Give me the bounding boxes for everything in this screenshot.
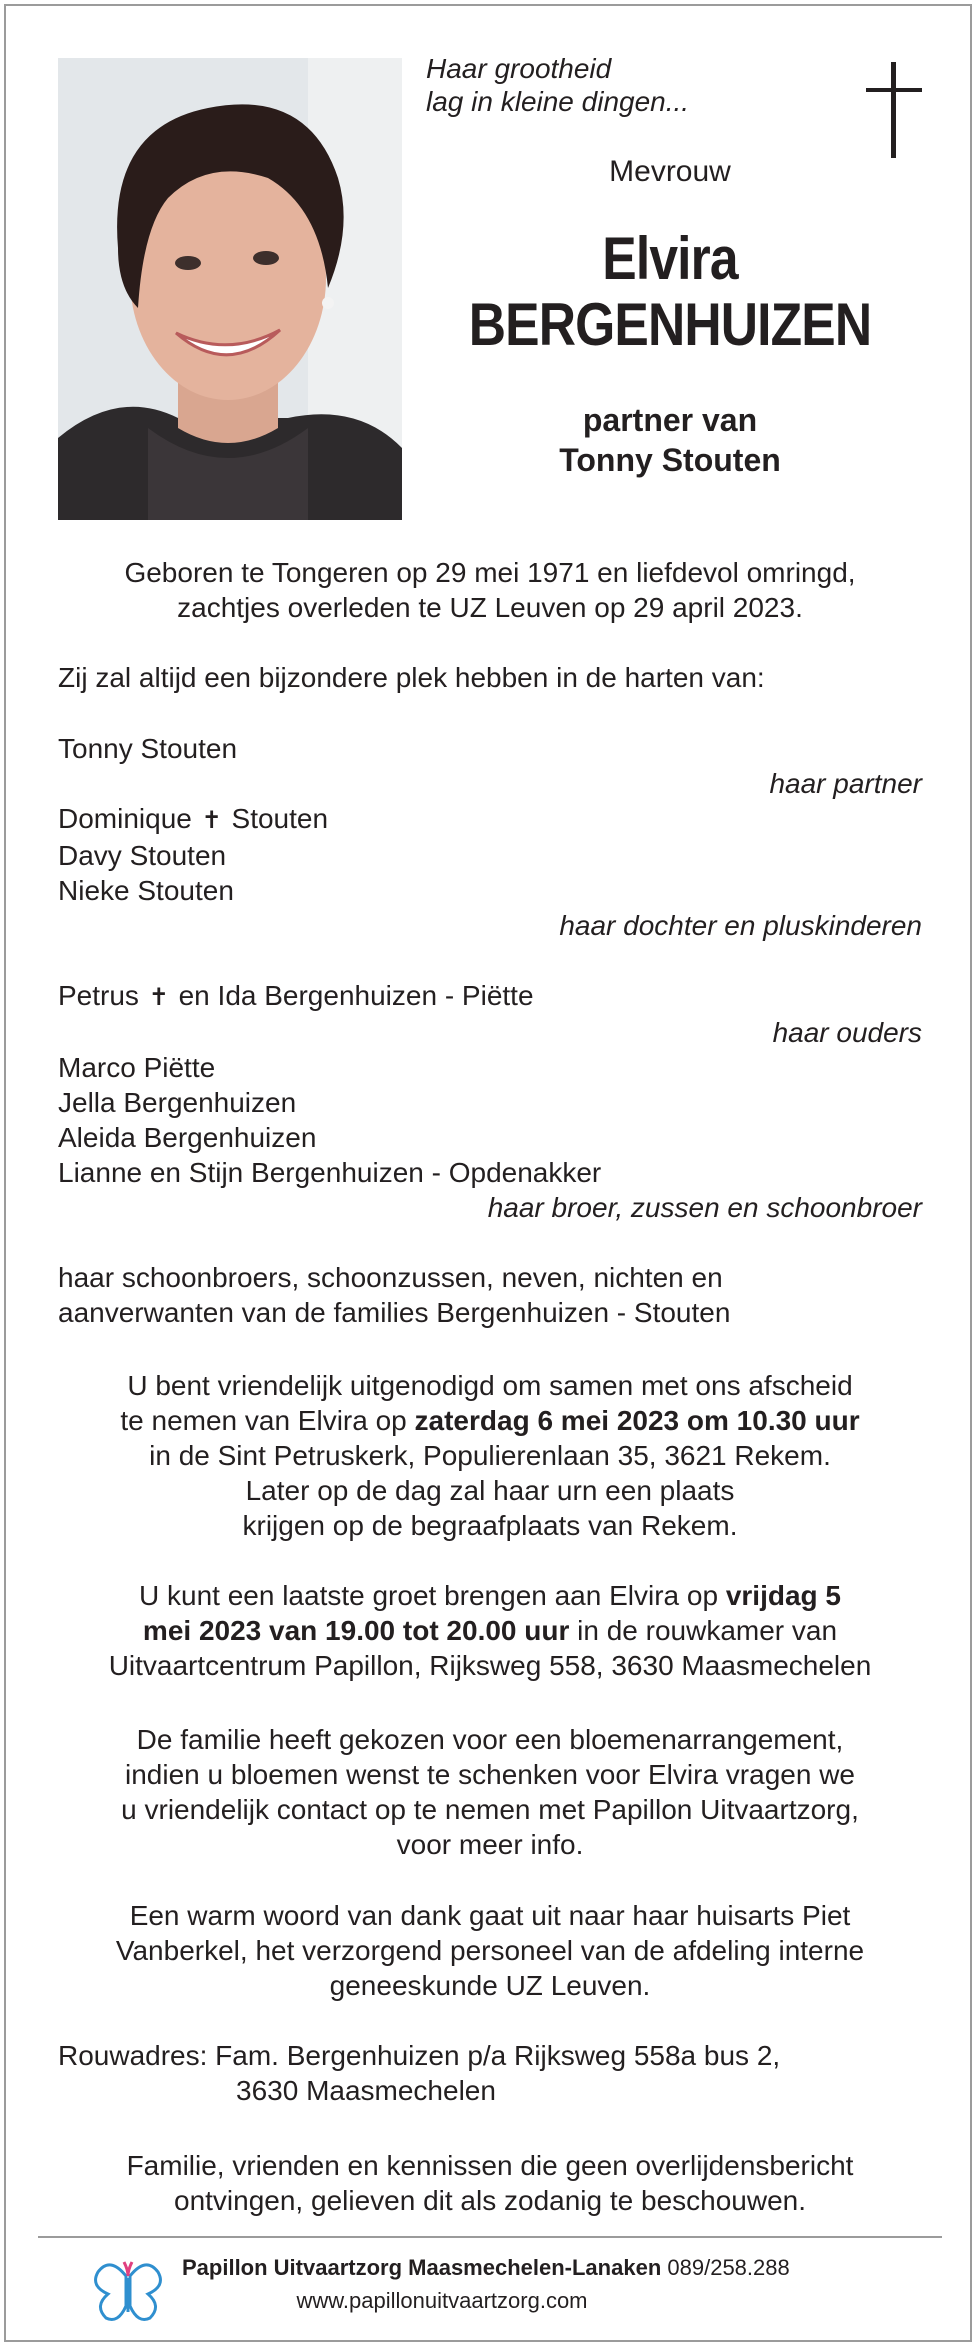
family-parents-role: haar ouders <box>772 1017 922 1048</box>
birth-paragraph: Geboren te Tongeren op 29 mei 1971 en liefdevol omringd, zachtjes overleden te UZ Leuven op 29 april 2023. <box>124 557 856 623</box>
funeral-home-phone[interactable]: 089/258.288 <box>667 2255 790 2280</box>
family-sibling-4: Lianne en Stijn Bergenhuizen - Opdenakker <box>58 1157 602 1188</box>
family-siblings-role: haar broer, zussen en schoonbroer <box>487 1192 922 1223</box>
family-others-2: aanverwanten van de families Bergenhuizen - Stouten <box>58 1297 731 1328</box>
family-sibling-2: Jella Bergenhuizen <box>58 1087 297 1118</box>
partner-block <box>430 400 910 480</box>
quote-line-1: Haar grootheid <box>426 53 612 84</box>
deceased-name <box>464 226 877 358</box>
honorific: Mevrouw <box>609 155 731 188</box>
visitation-paragraph: U kunt een laatste groet brengen aan Elvira op vrijdag 5 mei 2023 van 19.00 tot 20.00 uur in de rouwkamer van Uitvaartcentrum Papillon, Rijksweg 558, 3630 Maasmechelen <box>108 1580 872 1681</box>
ceremony-paragraph: U bent vriendelijk uitgenodigd om samen met ons afscheid te nemen van Elvira op zaterdag 6 mei 2023 om 10.30 uur in de Sint Petruskerk, Populierenlaan 35, 3621 Rekem. Later op de dag zal haar urn een plaats krijgen op de begraafplaats van Rekem. <box>120 1370 860 1541</box>
quote <box>426 52 726 118</box>
dagger-icon: ✝ <box>148 984 169 1011</box>
family-child-1: Dominique ✝ Stouten <box>58 801 922 838</box>
ceremony-date: zaterdag 6 mei 2023 om 10.30 uur <box>414 1405 860 1436</box>
funeral-home-website[interactable]: www.papillonuitvaartzorg.com <box>296 2288 588 2313</box>
family-list <box>58 731 922 1330</box>
family-children-role: haar dochter en pluskinderen <box>559 910 922 941</box>
family-partner-role: haar partner <box>769 768 922 799</box>
dagger-icon: ✝ <box>201 807 222 834</box>
cross-icon <box>866 62 922 158</box>
address-paragraph: Rouwadres: Fam. Bergenhuizen p/a Rijksweg 558a bus 2, 3630 Maasmechelen <box>58 2040 781 2106</box>
last-name: BERGENHUIZEN <box>468 291 872 358</box>
family-sibling-1: Marco Piëtte <box>58 1052 216 1083</box>
thanks-paragraph: Een warm woord van dank gaat uit naar haar huisarts Piet Vanberkel, het verzorgend personeel van de afdeling interne geneeskunde UZ Leuven. <box>115 1900 865 2001</box>
family-parents: Petrus ✝ en Ida Bergenhuizen - Piëtte <box>58 978 922 1015</box>
quote-line-2: lag in kleine dingen... <box>426 86 690 117</box>
family-child-2: Davy Stouten <box>58 840 227 871</box>
family-intro: Zij zal altijd een bijzondere plek hebben in de harten van: <box>58 662 765 693</box>
family-partner-name: Tonny Stouten <box>58 733 238 764</box>
family-child-3: Nieke Stouten <box>58 875 234 906</box>
family-sibling-3: Aleida Bergenhuizen <box>58 1122 317 1153</box>
partner-label: partner van <box>582 402 758 438</box>
footer-divider <box>38 2236 942 2238</box>
visitation-time: mei 2023 van 19.00 tot 20.00 uur <box>142 1615 570 1646</box>
notice-paragraph: Familie, vrienden en kennissen die geen overlijdensbericht ontvingen, gelieven dit als zodanig te beschouwen. <box>126 2150 854 2216</box>
funeral-home <box>182 2255 942 2281</box>
flowers-paragraph: De familie heeft gekozen voor een bloemenarrangement, indien u bloemen wenst te schenken voor Elvira vragen we u vriendelijk contact op te nemen met Papillon Uitvaartzorg, voor meer info. <box>121 1724 859 1860</box>
partner-name: Tonny Stouten <box>559 442 781 478</box>
portrait-photo <box>58 58 402 520</box>
butterfly-logo-icon <box>88 2250 168 2330</box>
family-others-1: haar schoonbroers, schoonzussen, neven, nichten en <box>58 1262 723 1293</box>
funeral-home-name: Papillon Uitvaartzorg Maasmechelen-Lanaken <box>182 2255 662 2280</box>
first-name: Elvira <box>602 225 738 292</box>
